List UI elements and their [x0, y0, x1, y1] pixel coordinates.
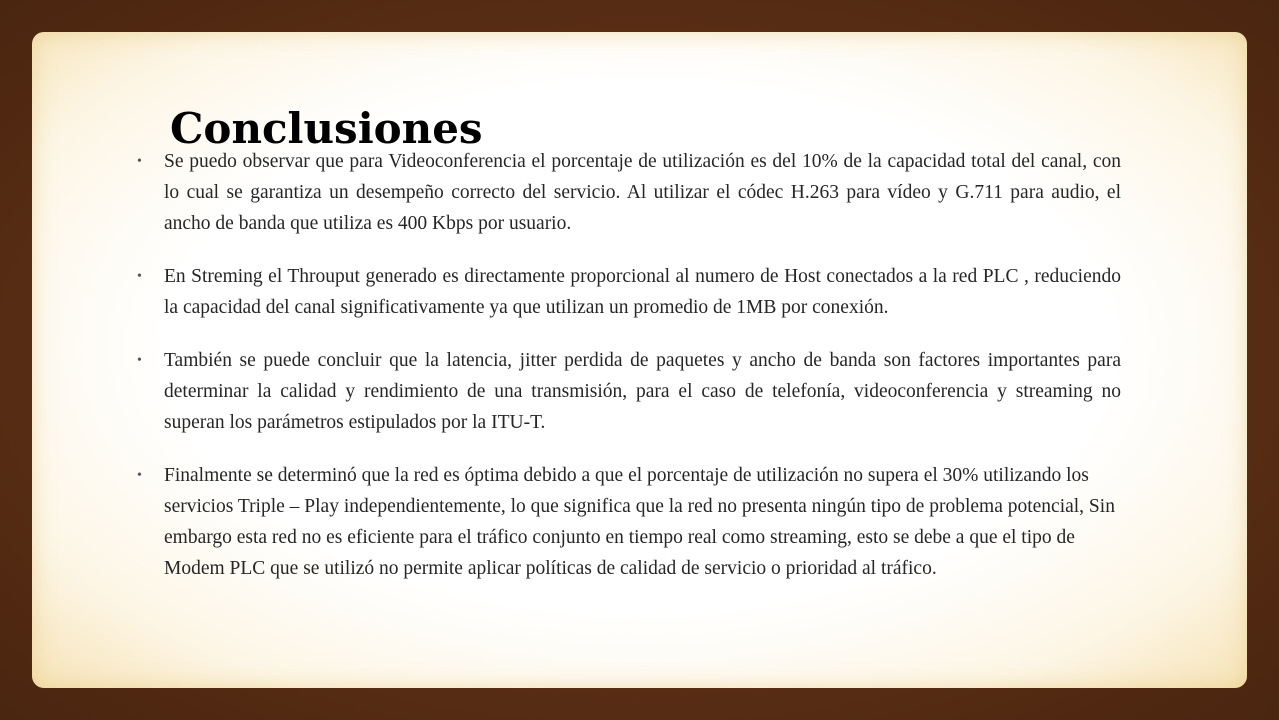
bullet-item: [137, 261, 1121, 323]
bullet-item: [137, 146, 1121, 239]
bullet-list: [137, 146, 1121, 606]
bullet-item: [137, 460, 1121, 584]
bullet-icon: •: [137, 468, 142, 483]
bullet-icon: •: [137, 353, 142, 368]
bullet-text: Finalmente se determinó que la red es óptima debido a que el porcentaje de utilización no supera el 30% utilizando los servicios Triple – Play independientemente, lo que significa que la red no presenta ningún tipo de problema potencial, Sin embargo esta red no es eficiente para el tráfico conjunto en tiempo real como streaming, esto se debe a que el tipo de Modem PLC que se utilizó no permite aplicar políticas de calidad de servicio o prioridad al tráfico.: [164, 465, 1115, 579]
bullet-item: [137, 345, 1121, 438]
bullet-icon: •: [137, 154, 142, 169]
slide-title: Conclusiones: [170, 104, 483, 153]
bullet-icon: •: [137, 269, 142, 284]
bullet-text: También se puede concluir que la latencia, jitter perdida de paquetes y ancho de banda son factores importantes para determinar la calidad y rendimiento de una transmisión, para el caso de telefonía, videoconferencia y streaming no superan los parámetros estipulados por la ITU-T.: [164, 350, 1121, 433]
bullet-text: En Streming el Throuput generado es directamente proporcional al numero de Host conectados a la red PLC , reduciendo la capacidad del canal significativamente ya que utilizan un promedio de 1MB por conexión.: [164, 266, 1121, 318]
bullet-text: Se puedo observar que para Videoconferencia el porcentaje de utilización es del 10% de la capacidad total del canal, con lo cual se garantiza un desempeño correcto del servicio. Al utilizar el códec H.263 para vídeo y G.711 para audio, el ancho de banda que utiliza es 400 Kbps por usuario.: [164, 151, 1121, 234]
